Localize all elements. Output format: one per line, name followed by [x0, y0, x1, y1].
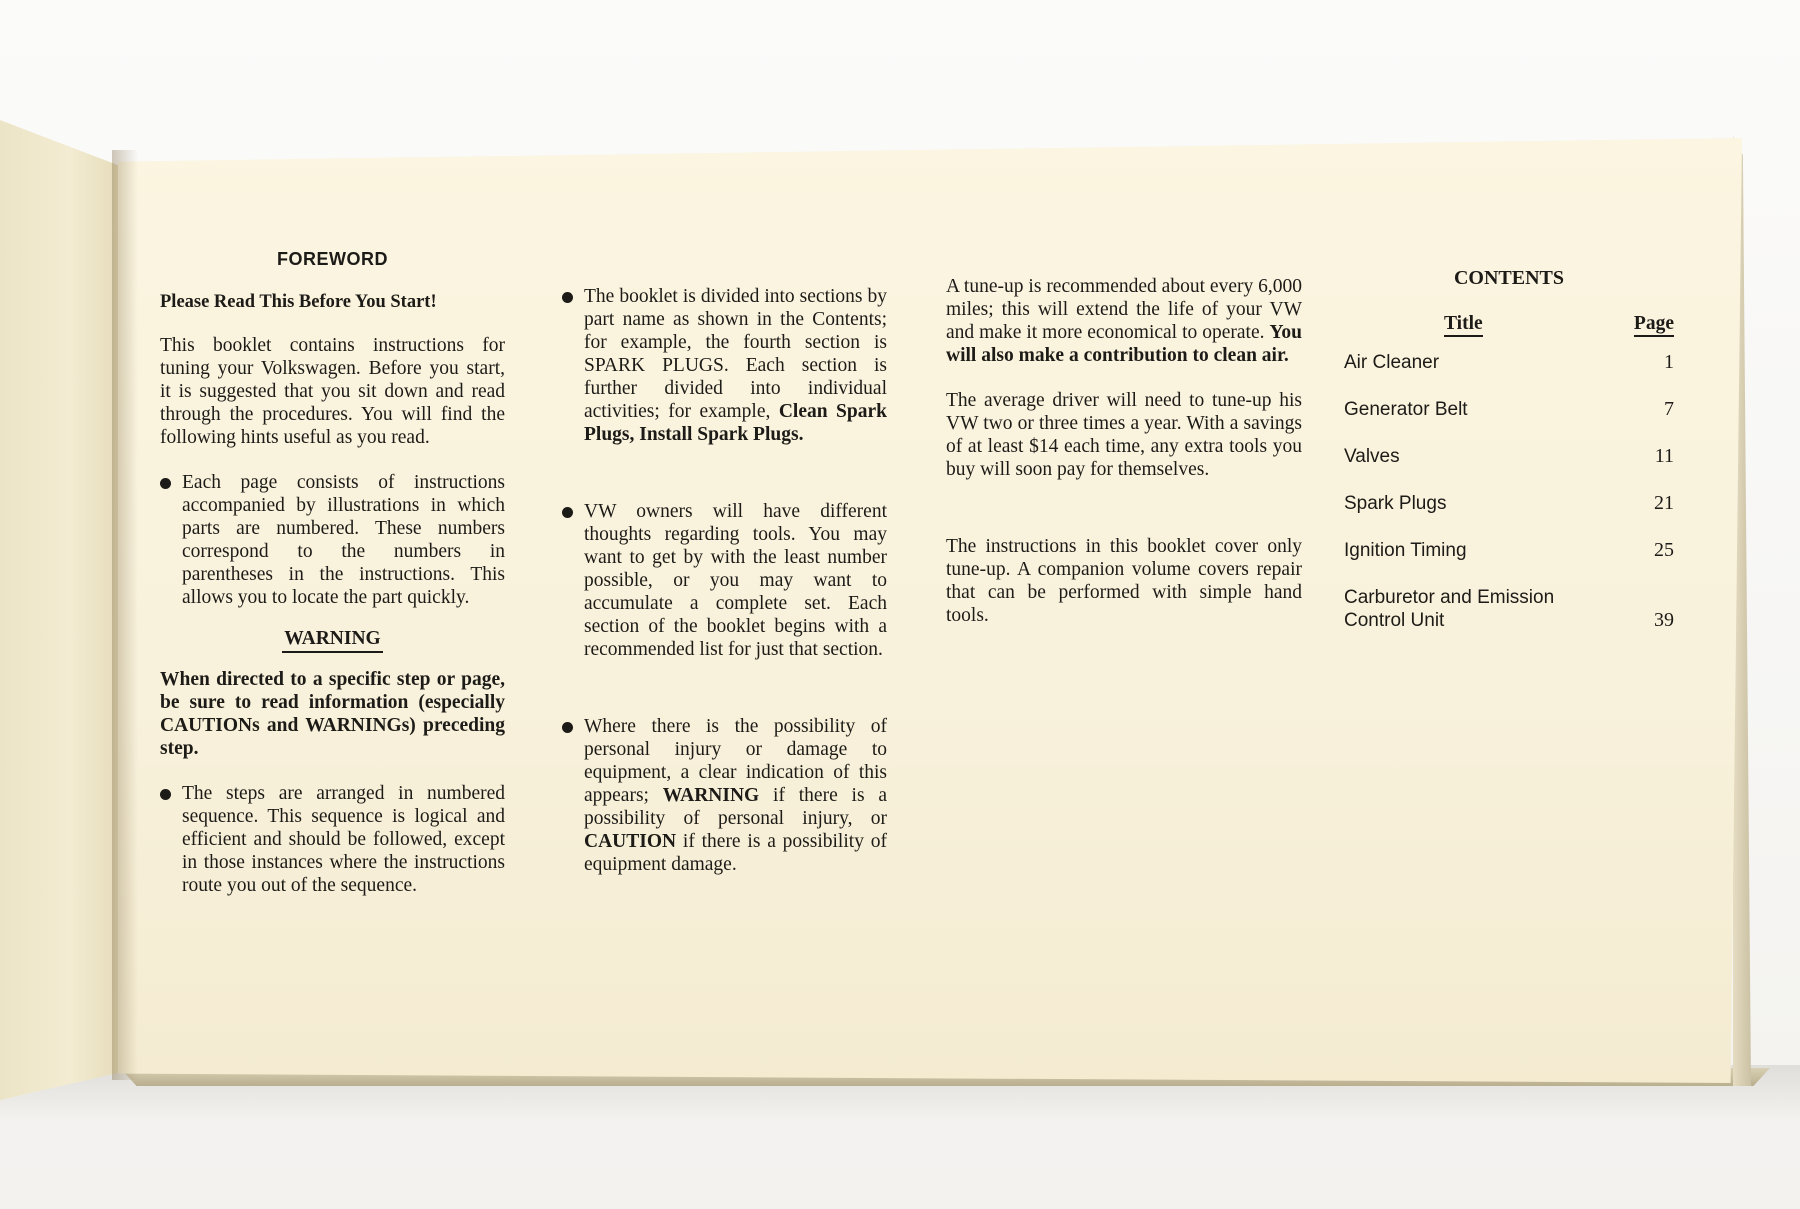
toc-row-air-cleaner[interactable] [1344, 351, 1674, 374]
hints-column [562, 285, 887, 876]
contents-column [1344, 267, 1674, 656]
toc-title: Ignition Timing [1344, 540, 1467, 561]
foreword-bullet-sequence: The steps are arranged in numbered sequence. This sequence is logical and efficient and should be followed, except in those instances where the instructions route you out of the sequence. [160, 782, 505, 897]
toc-page: 39 [1654, 609, 1674, 631]
toc-row-spark-plugs[interactable] [1344, 492, 1674, 515]
hint-tools: VW owners will have different thoughts regarding tools. You may want to get by with the least number possible, or you may want to accumulate a complete set. Each section of the booklet begins with a recommended list for just that section. [562, 500, 887, 661]
toc-row-ignition-timing[interactable] [1344, 539, 1674, 562]
hint-sections: The booklet is divided into sections by part name as shown in the Contents; for example, the fourth section is SPARK PLUGS. Each section is further divided into individual activities; for example, Clean Spark Plugs, Install Spark Plugs. [562, 285, 887, 446]
contents-header [1344, 312, 1674, 337]
foreword-subtitle: Please Read This Before You Start! [160, 292, 437, 312]
toc-page: 11 [1654, 445, 1674, 467]
toc-page: 7 [1664, 398, 1674, 420]
toc-row-valves[interactable] [1344, 445, 1674, 468]
toc-title: Air Cleaner [1344, 352, 1440, 373]
toc-title: Carburetor and Emission Control Unit [1344, 587, 1555, 631]
toc-page: 1 [1664, 351, 1674, 373]
toc-title: Spark Plugs [1344, 493, 1447, 514]
toc-row-generator-belt[interactable] [1344, 398, 1674, 421]
binding-gutter [112, 150, 138, 1080]
foreword-column [160, 248, 505, 897]
foreword-intro: This booklet contains instructions for tuning your Volkswagen. Before you start, it is suggested that you sit down and read through the procedures. You will find the following hints useful as you read. [160, 335, 505, 448]
contents-title: CONTENTS [1453, 267, 1565, 289]
foreword-title: FOREWORD [277, 249, 388, 269]
toc-title: Generator Belt [1344, 399, 1468, 420]
toc-title: Valves [1344, 446, 1400, 467]
previous-page-edge [0, 120, 128, 1100]
tune-up-column [946, 275, 1302, 627]
table-shadow [0, 1065, 1800, 1209]
tune-up-savings: The average driver will need to tune-up his VW two or three times a year. With a savings of at least $14 each time, any extra tools you buy will soon pay for themselves. [946, 390, 1302, 480]
foreword-bullet-illustrations: Each page consists of instructions accompanied by illustrations in which parts are numbered. These numbers correspond to the numbers in parentheses in the instructions. This allows you to locate the part quickly. [160, 471, 505, 609]
tune-up-interval: A tune-up is recommended about every 6,000 miles; this will extend the life of your VW and make it more economical to operate. You will also make a contribution to clean air. [946, 276, 1302, 366]
toc-row-carburetor[interactable] [1344, 586, 1674, 632]
warning-text: When directed to a specific step or page, be sure to read information (especially CAUTIONs and WARNINGs) preceding step. [160, 669, 505, 759]
toc-page: 21 [1654, 492, 1674, 514]
toc-page: 25 [1654, 539, 1674, 561]
contents-page-header: Page [1634, 312, 1674, 337]
tune-up-scope: The instructions in this booklet cover only tune-up. A companion volume covers repair that can be performed with simple hand tools. [946, 536, 1302, 626]
contents-title-header: Title [1444, 312, 1483, 337]
warning-heading: WARNING [160, 627, 505, 650]
hint-warnings: Where there is the possibility of personal injury or damage to equipment, a clear indication of this appears; WARNING if there is a possibility of personal injury, or CAUTION if there is a possibility of equipment damage. [562, 715, 887, 876]
